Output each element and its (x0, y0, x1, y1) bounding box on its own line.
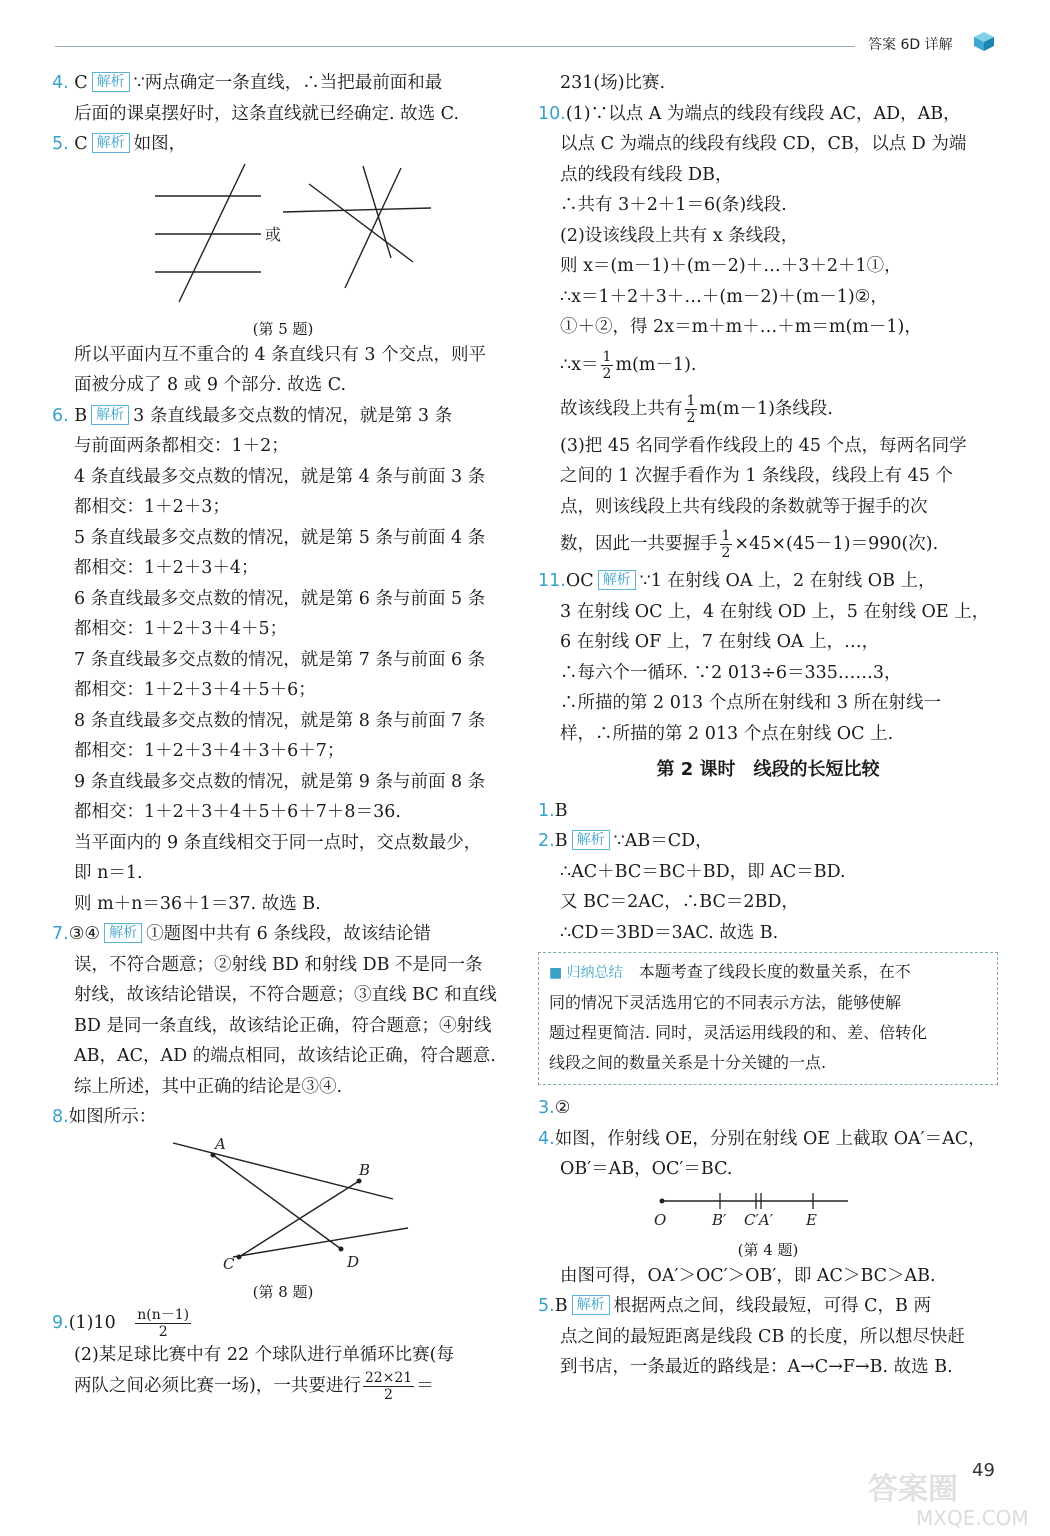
text-span: 如图，作射线 OE，分别在射线 OE 上截取 OA′＝AC， (554, 1128, 986, 1149)
text-line: (3)把 45 名同学看作线段上的 45 个点，每两名同学 (560, 435, 967, 456)
summary-label: ■ 归纳总结 (549, 965, 623, 981)
fraction (135, 1307, 191, 1340)
right-column (538, 68, 998, 1383)
fraction (720, 528, 733, 561)
text-line: ∴x＝1＋2＋3＋…＋(m－2)＋(m－1)②， (560, 286, 888, 307)
text-span: C (74, 73, 88, 93)
text-span: 故该线段上共有 (560, 398, 683, 419)
figure-line (363, 166, 391, 258)
question-number: 1. (538, 800, 555, 821)
text-line: (2)某足球比赛中有 22 个球队进行单循环比赛(每 (74, 1344, 455, 1365)
text-span: ①题图中共有 6 条线段，故该结论错 (146, 924, 431, 944)
text-span: B (554, 831, 568, 851)
text-line: ∴每六个一循环. ∵2 013÷6＝335……3， (560, 662, 902, 683)
figure-8 (153, 1137, 413, 1277)
summary-box (538, 952, 998, 1085)
text-span: 两队之间必须比赛一场)，一共要进行 (74, 1376, 361, 1396)
figure-4-caption: (第 4 题) (737, 1240, 799, 1259)
text-span: ＝ (416, 1376, 434, 1396)
fraction (363, 1370, 414, 1403)
analysis-tag: 解析 (91, 405, 129, 425)
figure-point (339, 1246, 344, 1251)
text-line (538, 522, 998, 566)
question-number: 7. (52, 924, 69, 944)
text-span: (1)∵以点 A 为端点的线段有线段 AC，AD，AB， (565, 103, 961, 124)
text-line: 到书店，一条最近的路线是：A→C→F→B. 故选 B. (560, 1357, 953, 1377)
figure-line (283, 208, 431, 212)
text-span: 线段之间的数量关系是十分关键的一点. (549, 1053, 827, 1072)
figure-point (660, 1198, 665, 1203)
text-line: 3 在射线 OC 上，4 在射线 OD 上，5 在射线 OE 上， (560, 601, 990, 622)
text-line: 所以平面内互不重合的 4 条直线只有 3 个交点，则平 (74, 344, 487, 365)
text-span: 根据两点之间，线段最短，可得 C，B 两 (613, 1296, 931, 1316)
figure-line (179, 164, 245, 302)
question-number: 9. (52, 1312, 69, 1333)
figure-4 (648, 1189, 888, 1235)
text-line: ∴CD＝3BD＝3AC. 故选 B. (560, 922, 779, 943)
text-line: 即 n＝1. (74, 863, 143, 883)
text-span: ∵两点确定一条直线，∴当把最前面和最 (133, 73, 443, 93)
text-span: m(m－1)条线段. (699, 398, 833, 419)
text-line: 5 条直线最多交点数的情况，就是第 5 条与前面 4 条 (74, 527, 486, 548)
text-line (538, 826, 998, 857)
text-line (538, 1291, 998, 1322)
text-line (52, 401, 514, 432)
question-number: 3. (538, 1098, 555, 1118)
question-number: 6. (52, 405, 69, 426)
text-span: C (74, 134, 88, 154)
watermark: 答案圈 (868, 1472, 958, 1507)
text-line (52, 1102, 514, 1133)
text-span: 1 (721, 528, 731, 544)
fig4-label-ca: C′A′ (744, 1210, 774, 1229)
question-number: 5. (538, 1296, 555, 1316)
text-line: 点之间的最短距离是线段 CB 的长度，所以想尽快赶 (560, 1326, 965, 1347)
text-span: 题过程更简洁. 同时，灵活运用线段的和、差、倍转化 (549, 1023, 928, 1042)
text-line: 之间的 1 次握手看作为 1 条线段，线段上有 45 个 (560, 466, 953, 486)
text-span: 2 (721, 545, 731, 561)
text-line: ∴共有 3＋2＋1＝6(条)线段. (560, 195, 787, 215)
question-number: 8. (52, 1107, 69, 1127)
text-line: 都相交：1＋2＋3＋4＋5＋6＋7＋8＝36. (74, 802, 401, 822)
analysis-tag: 解析 (572, 830, 610, 850)
watermark-url: MXQE.COM (916, 1506, 1029, 1530)
text-span (549, 957, 987, 988)
figure-line (233, 1228, 408, 1257)
text-span: 1 (686, 392, 696, 409)
analysis-tag: 解析 (92, 133, 130, 153)
text-line: 又 BC＝2AC，∴BC＝2BD， (560, 892, 799, 912)
text-line: 与前面两条都相交：1＋2； (74, 436, 289, 456)
text-line: 后面的课桌摆好时，这条直线就已经确定. 故选 C. (74, 103, 460, 124)
text-line: ∴AC＋BC＝BC＋BD，即 AC＝BD. (560, 861, 846, 882)
question-number: 5. (52, 134, 69, 154)
text-span: OC (565, 571, 594, 591)
text-span: n(n－1) (137, 1306, 190, 1323)
fraction (601, 349, 614, 382)
text-line (52, 1370, 514, 1403)
text-span: m(m－1). (615, 354, 697, 375)
fig4-label-b: B′ (712, 1210, 727, 1229)
fig8-label-b: B (359, 1160, 371, 1179)
text-span: ② (554, 1098, 571, 1118)
header-rule (55, 46, 855, 47)
text-line: 则 m＋n＝36＋1＝37. 故选 B. (74, 893, 321, 914)
analysis-tag: 解析 (572, 1295, 610, 1315)
text-line: 样，∴所描的第 2 013 个点在射线 OC 上. (560, 723, 894, 744)
text-line: 由图可得，OA′＞OC′＞OB′，即 AC＞BC＞AB. (560, 1265, 936, 1286)
left-column (52, 68, 514, 1403)
figure-8-caption: (第 8 题) (252, 1282, 314, 1301)
text-line: 都相交：1＋2＋3＋4＋5＋6； (74, 680, 316, 700)
text-line: 都相交：1＋2＋3＋4＋5； (74, 619, 288, 639)
fig4-label-o: O (654, 1210, 667, 1229)
text-span: 如图所示： (68, 1107, 157, 1127)
text-line: 4 条直线最多交点数的情况，就是第 4 条与前面 3 条 (74, 466, 486, 487)
text-line: AB，AC，AD 的端点相同，故该结论正确，符合题意. (74, 1046, 496, 1066)
text-span: 如图， (133, 134, 187, 154)
text-line: (2)设该线段上共有 x 条线段， (560, 225, 799, 246)
text-line: 都相交：1＋2＋3＋4＋3＋6＋7； (74, 741, 345, 761)
text-line: 9 条直线最多交点数的情况，就是第 9 条与前面 8 条 (74, 771, 486, 792)
text-line (538, 387, 998, 431)
text-line: 都相交：1＋2＋3； (74, 497, 230, 517)
figure-line (309, 184, 413, 262)
text-line (538, 343, 998, 387)
question-number: 4. (52, 73, 69, 93)
text-span: ③④ (68, 924, 101, 944)
text-line: OB′＝AB，OC′＝BC. (560, 1159, 733, 1179)
text-line: 6 在射线 OF 上，7 在射线 OA 上，…， (560, 632, 880, 652)
question-number: 2. (538, 831, 555, 851)
text-line (538, 1124, 998, 1155)
text-line (538, 99, 998, 130)
text-span: 2 (158, 1323, 168, 1340)
question-number: 11. (538, 571, 566, 591)
text-line (52, 919, 514, 950)
text-line: 以点 C 为端点的线段有线段 CD，CB，以点 D 为端 (560, 134, 967, 154)
figure-point (357, 1178, 362, 1183)
page-number: 49 (972, 1460, 995, 1481)
text-line (52, 129, 514, 160)
figure-5 (133, 164, 433, 314)
figure-point (237, 1254, 242, 1259)
fig4-label-e: E (806, 1210, 817, 1229)
text-line: ∴所描的第 2 013 个点所在射线和 3 所在射线一 (560, 693, 941, 713)
cube-logo-icon (972, 30, 996, 52)
text-line (538, 796, 998, 827)
text-line: 面被分成了 8 或 9 个部分. 故选 C. (74, 375, 347, 395)
text-span: (1)10 (68, 1312, 116, 1333)
fraction (685, 393, 698, 426)
text-span: 2 (384, 1387, 393, 1403)
text-line: 射线，故该结论错误，不符合题意；③直线 BC 和直线 (74, 985, 497, 1005)
text-span: ∵AB＝CD， (613, 831, 713, 851)
text-line (538, 566, 998, 597)
analysis-tag: 解析 (104, 923, 142, 943)
text-line (538, 1093, 998, 1124)
fig8-label-a: A (215, 1136, 226, 1153)
text-line: 则 x＝(m－1)＋(m－2)＋…＋3＋2＋1①， (560, 256, 902, 276)
text-span: 1 (602, 348, 612, 365)
text-line: 当平面内的 9 条直线相交于同一点时，交点数最少， (74, 832, 482, 853)
figure-line (345, 168, 401, 288)
text-span: 2 (686, 409, 696, 426)
text-span: ∴x＝ (560, 354, 599, 375)
text-line: BD 是同一条直线，故该结论正确，符合题意；④射线 (74, 1015, 492, 1036)
fig5-or-label: 或 (265, 224, 282, 244)
text-span: 同的情况下灵活选用它的不同表示方法，能够使解 (549, 993, 902, 1012)
text-span: B (554, 800, 568, 821)
text-span: 本题考查了线段长度的数量关系，在不 (638, 962, 911, 981)
header-title: 答案 6D 详解 (868, 37, 953, 53)
text-span: B (554, 1296, 568, 1316)
text-span: B (74, 405, 88, 426)
analysis-tag: 解析 (92, 72, 130, 92)
text-line: 误，不符合题意；②射线 BD 和射线 DB 不是同一条 (74, 954, 483, 975)
text-span: 2 (602, 365, 612, 382)
text-line: 6 条直线最多交点数的情况，就是第 6 条与前面 5 条 (74, 588, 486, 609)
text-span: 22×21 (364, 1370, 413, 1386)
text-line: 231(场)比赛. (560, 73, 666, 93)
text-line: 7 条直线最多交点数的情况，就是第 7 条与前面 6 条 (74, 649, 486, 670)
text-line: 8 条直线最多交点数的情况，就是第 8 条与前面 7 条 (74, 710, 486, 731)
text-line: 综上所述，其中正确的结论是③④. (74, 1076, 343, 1097)
text-line (52, 68, 514, 99)
section-title: 第 2 课时 线段的长短比较 (656, 759, 880, 780)
text-span: 3 条直线最多交点数的情况，就是第 3 条 (133, 405, 453, 426)
text-span: 数，因此一共要握手 (560, 534, 718, 554)
figure-point (211, 1152, 216, 1157)
text-line: 都相交：1＋2＋3＋4； (74, 558, 259, 578)
text-line: 点，则该线段上共有线段的条数就等于握手的次 (560, 496, 928, 517)
text-line: ①＋②，得 2x＝m＋m＋…＋m＝m(m－1)， (560, 317, 922, 337)
text-span: ∵1 在射线 OA 上，2 在射线 OB 上， (639, 571, 936, 591)
figure-5-caption: (第 5 题) (252, 319, 314, 338)
text-span: ×45×(45－1)＝990(次). (734, 534, 939, 554)
fig8-label-c: C (223, 1254, 235, 1273)
fig8-label-d: D (347, 1252, 360, 1271)
text-line: 点的线段有线段 DB， (560, 164, 733, 185)
question-number: 4. (538, 1128, 555, 1149)
analysis-tag: 解析 (598, 570, 636, 590)
text-line (52, 1307, 514, 1340)
question-number: 10. (538, 103, 566, 124)
